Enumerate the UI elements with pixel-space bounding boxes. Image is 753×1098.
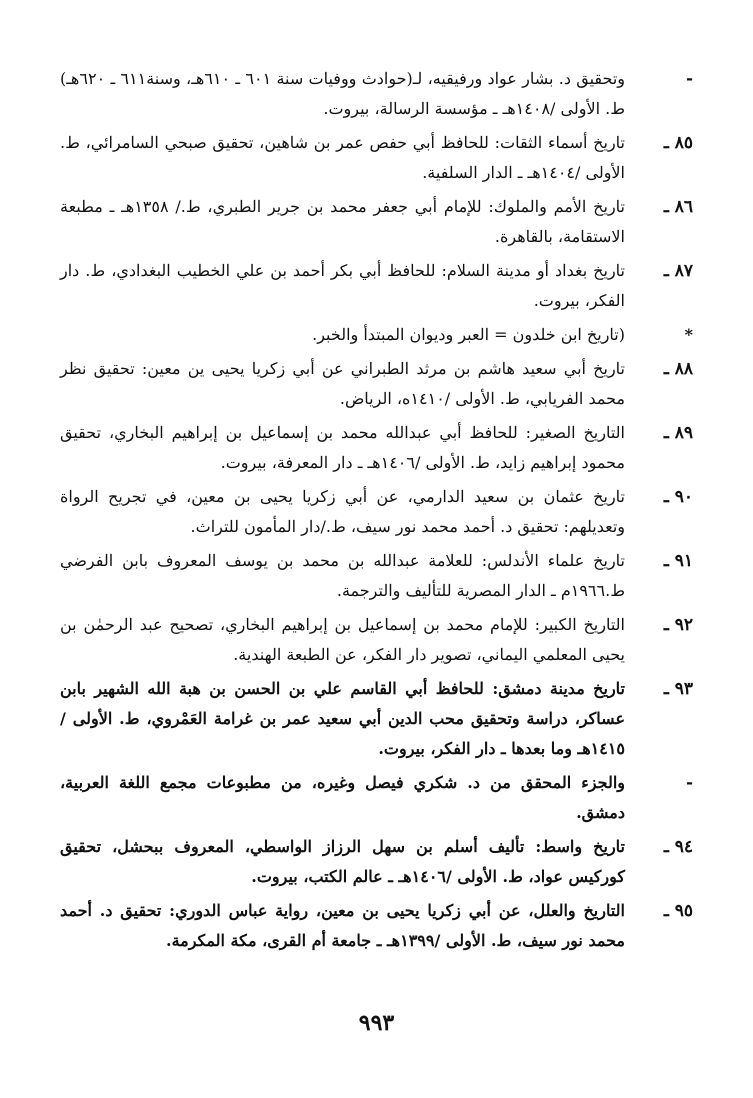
entry-number: ٩٤ ـ [663,837,693,857]
entry-text: تاريخ الأمم والملوك: للإمام أبي جعفر محمد بن جرير الطبري، ط./ ١٣٥٨هـ ـ مطبعة الاستقامة، بالقاهرة. [60,197,625,246]
entry-number: ٩١ ـ [663,551,693,571]
entry-number: ٩٠ ـ [663,487,693,507]
bibliography-entry [60,128,693,188]
entry-number: ٩٥ ـ [663,901,693,921]
bibliography-entry [60,546,693,606]
entry-text: التاريخ الكبير: للإمام محمد بن إسماعيل بن إبراهيم البخاري، تصحيح عبد الرحمٰن بن يحيى المعلمي اليماني، تصوير دار الفكر، عن الطبعة الهندية. [60,615,625,664]
entry-text: التاريخ والعلل، عن أبي زكريا يحيى بن معين، رواية عباس الدوري: تحقيق د. أحمد محمد نور سيف، ط. الأولى /١٣٩٩هـ ـ جامعة أم القرى، مكة المكرمة. [60,901,625,950]
bibliography-entry [60,482,693,542]
entry-number: ٨٥ ـ [663,133,693,153]
entry-number: ٨٩ ـ [663,423,693,443]
entry-text: وتحقيق د. بشار عواد ورفيقيه، لـ(حوادث ووفيات سنة ٦٠١ ـ ٦١٠هـ، وسنة٦١١ ـ ٦٢٠هـ) ط. الأولى /١٤٠٨هـ ـ مؤسسة الرسالة، بيروت. [60,69,626,118]
bibliography-entry [60,896,693,956]
page-number: ٩٩٣ [358,1010,395,1036]
entry-text: تاريخ بغداد أو مدينة السلام: للحافظ أبي بكر أحمد بن علي الخطيب البغدادي، ط. دار الفكر، بيروت. [60,261,625,310]
entry-number: ٨٨ ـ [663,359,693,379]
entry-text: تاريخ علماء الأندلس: للعلامة عبدالله بن محمد بن يوسف المعروف بابن الفرضي ط.١٩٦٦م ـ الدار المصرية للتأليف والترجمة. [60,551,625,600]
bibliography-entry [60,674,693,764]
bibliography-entry [60,320,693,350]
entry-number: ٨٦ ـ [663,197,693,217]
entry-text: والجزء المحقق من د. شكري فيصل وغيره، من مطبوعات مجمع اللغة العربية، دمشق. [60,773,625,822]
bibliography-entry [60,610,693,670]
entry-text: تاريخ أسماء الثقات: للحافظ أبي حفص عمر بن شاهين، تحقيق صبحي السامرائي، ط. الأولى /١٤٠٤هـ ـ الدار السلفية. [60,133,625,182]
bibliography-entry [60,256,693,316]
bibliography-entry [60,64,693,124]
entry-number: ٨٧ ـ [663,261,693,281]
entry-number: ٩٣ ـ [663,679,693,699]
bibliography-entry [60,418,693,478]
entry-number: - [685,773,693,793]
bibliography-entry [60,354,693,414]
entry-number: ٩٢ ـ [663,615,693,635]
entry-text: تاريخ عثمان بن سعيد الدارمي، عن أبي زكريا يحيى بن معين، في تجريح الرواة وتعديلهم: تحقيق د. أحمد محمد نور سيف، ط./دار المأمون للتراث. [60,487,625,536]
entry-text: التاريخ الصغير: للحافظ أبي عبدالله محمد بن إسماعيل بن إبراهيم البخاري، تحقيق محمود إبراهيم زايد، ط. الأولى /١٤٠٦هـ ـ دار المعرفة، بيروت. [60,423,625,472]
bibliography-list [60,64,693,956]
entry-text: تاريخ واسط: تأليف أسلم بن سهل الرزاز الواسطي، المعروف ببحشل، تحقيق كوركيس عواد، ط. الأولى /١٤٠٦هـ ـ عالم الكتب، بيروت. [60,837,625,886]
bibliography-entry [60,192,693,252]
entry-text: (تاريخ ابن خلدون = العبر وديوان المبتدأ والخبر. [312,325,625,344]
entry-number: * [684,325,693,344]
entry-text: تاريخ أبي سعيد هاشم بن مرثد الطبراني عن أبي زكريا يحيى ين معين: تحقيق نظر محمد الفريابي، ط. الأولى /١٤١٠ه، الرياض. [60,359,625,408]
entry-number: - [685,69,693,89]
bibliography-entry [60,832,693,892]
bibliography-entry [60,768,693,828]
entry-text: تاريخ مدينة دمشق: للحافظ أبي القاسم علي بن الحسن بن هبة الله الشهير بابن عساكر، دراسة وتحقيق محب الدين أبي سعيد عمر بن غرامة العَمْروي، ط. الأولى /١٤١٥هـ وما بعدها ـ دار الفكر، بيروت. [60,679,625,758]
